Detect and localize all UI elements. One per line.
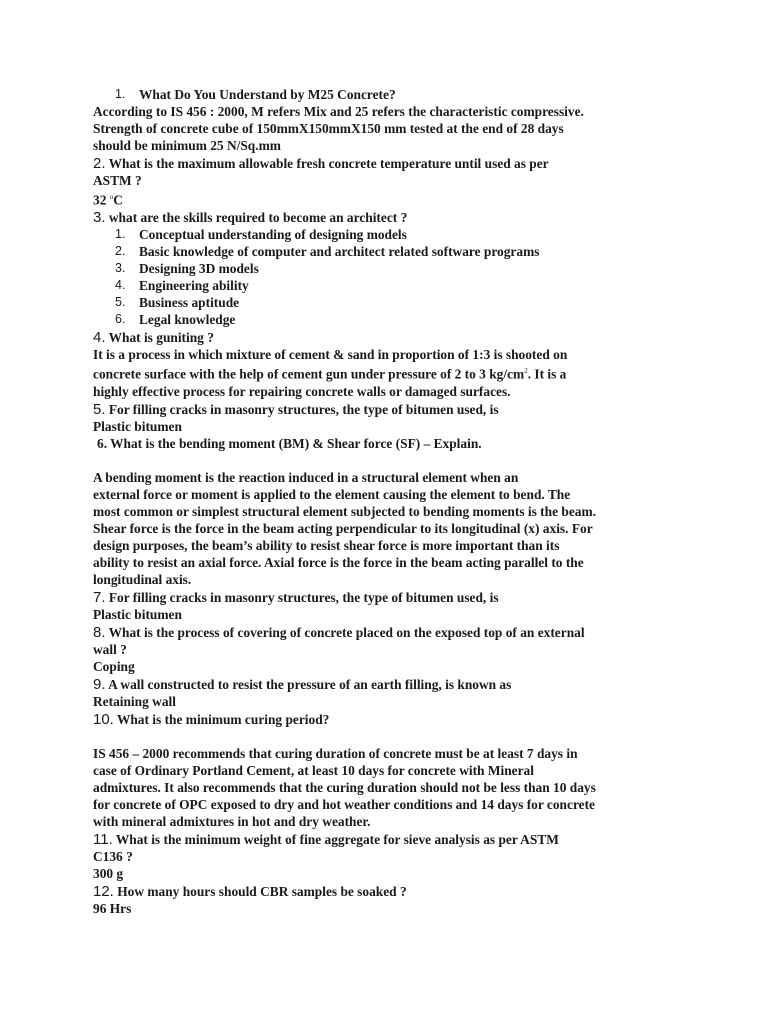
question-title-cont: ASTM ?: [93, 173, 142, 188]
answer-line: Coping: [93, 658, 135, 674]
question-title: For filling cracks in masonry structures, the type of bitumen used, is: [108, 589, 499, 605]
question-number: 7.: [93, 588, 106, 606]
answer-line: It is a process in which mixture of cement & sand in proportion of 1:3 is shooted on: [93, 347, 568, 363]
question-title-cont: C136 ?: [93, 848, 133, 864]
list-item-text: Designing 3D models: [139, 261, 259, 277]
answer-unit: C: [113, 192, 123, 208]
answer-line: Plastic bitumen: [93, 418, 182, 434]
question-number: 4.: [93, 329, 106, 347]
question-number: 11.: [93, 830, 113, 848]
question-8: [93, 624, 693, 641]
answer-line: Shear force is the force in the beam acting perpendicular to its longitudinal (x) axis. For: [93, 520, 593, 536]
list-item: [93, 277, 693, 294]
list-item: [93, 243, 693, 260]
list-item: [93, 294, 693, 311]
answer-line: 300 g: [93, 865, 124, 881]
list-item-text: Business aptitude: [139, 295, 240, 311]
answer-line: external force or moment is applied to the element causing the element to bend. The: [93, 486, 571, 502]
question-title: What is the maximum allowable fresh concrete temperature until used as per: [108, 156, 549, 171]
question-9: [93, 676, 693, 693]
list-number: 5.: [115, 295, 126, 310]
list-item-text: Conceptual understanding of designing models: [139, 227, 407, 243]
answer-line: Strength of concrete cube of 150mmX150mmX150 mm tested at the end of 28 days: [93, 121, 564, 136]
answer-line: most common or simplest structural element subjected to bending moments is the beam.: [93, 503, 596, 519]
list-number: 1.: [115, 87, 126, 101]
answer-text: concrete surface with the help of cement gun under pressure of 2 to 3 kg/cm: [93, 366, 525, 382]
question-title: What is the process of covering of concrete placed on the exposed top of an external: [108, 624, 585, 640]
question-5: [93, 401, 693, 418]
answer-line: Retaining wall: [93, 693, 176, 709]
answer-line: IS 456 – 2000 recommends that curing duration of concrete must be at least 7 days in: [93, 745, 578, 761]
question-6: 6. What is the bending moment (BM) & Shear force (SF) – Explain.: [97, 435, 482, 451]
answer-line: with mineral admixtures in hot and dry weather.: [93, 813, 371, 829]
question-title-cont: wall ?: [93, 641, 127, 657]
question-10: [93, 711, 693, 728]
list-item-text: Basic knowledge of computer and architect related software programs: [139, 244, 540, 260]
question-number: 5.: [93, 400, 106, 418]
answer-line: design purposes, the beam’s ability to resist shear force is more important than its: [93, 537, 560, 553]
question-number: 2.: [93, 155, 106, 172]
list-number: 1.: [115, 227, 126, 242]
question-11: [93, 831, 693, 848]
list-item-text: Engineering ability: [139, 278, 249, 294]
question-number: 10.: [93, 710, 114, 728]
question-title: What is the minimum weight of fine aggregate for sieve analysis as per ASTM: [115, 831, 559, 847]
question-title: How many hours should CBR samples be soaked ?: [117, 883, 407, 899]
answer-text: . It is a: [527, 366, 567, 382]
question-title: What is the minimum curing period?: [116, 711, 330, 727]
answer-line: highly effective process for repairing concrete walls or damaged surfaces.: [93, 383, 511, 399]
spacer: [93, 452, 693, 469]
question-12: [93, 883, 693, 900]
question-title: What Do You Understand by M25 Concrete?: [139, 87, 396, 102]
question-title: What is guniting ?: [108, 330, 214, 346]
question-title: what are the skills required to become an architect ?: [108, 210, 408, 226]
list-item-text: Legal knowledge: [139, 312, 236, 328]
list-item: [93, 311, 693, 328]
question-1: [93, 86, 693, 103]
answer-line: Plastic bitumen: [93, 606, 182, 622]
question-number: 9.: [93, 675, 106, 693]
superscript: 2: [524, 367, 528, 376]
question-title: For filling cracks in masonry structures, the type of bitumen used, is: [108, 401, 499, 417]
list-item: [93, 226, 693, 243]
question-7: [93, 589, 693, 606]
answer-line: According to IS 456 : 2000, M refers Mix and 25 refers the characteristic compressive.: [93, 104, 584, 119]
degree-symbol: o: [109, 193, 114, 201]
question-4: [93, 329, 693, 346]
question-2: [93, 155, 693, 172]
list-number: 2.: [115, 244, 126, 259]
answer-line: [93, 189, 693, 208]
answer-line: ability to resist an axial force. Axial force is the force in the beam acting parallel to the: [93, 554, 584, 570]
question-number: 3.: [93, 209, 106, 227]
answer-line: longitudinal axis.: [93, 571, 192, 587]
answer-line: case of Ordinary Portland Cement, at least 10 days for concrete with Mineral: [93, 762, 534, 778]
question-number: 12.: [93, 882, 114, 900]
list-item: [93, 260, 693, 277]
answer-line: A bending moment is the reaction induced in a structural element when an: [93, 469, 519, 485]
answer-line: for concrete of OPC exposed to dry and hot weather conditions and 14 days for concrete: [93, 796, 595, 812]
list-number: 4.: [115, 278, 126, 293]
answer-line: 96 Hrs: [93, 900, 132, 916]
spacer: [93, 728, 693, 745]
answer-value: 32: [93, 192, 107, 208]
answer-line: admixtures. It also recommends that the curing duration should not be less than 10 days: [93, 779, 596, 795]
answer-line: [93, 363, 693, 382]
document-body: [93, 86, 693, 917]
question-3: [93, 209, 693, 226]
list-number: 3.: [115, 261, 126, 276]
question-title: A wall constructed to resist the pressure of an earth filling, is known as: [108, 676, 512, 692]
answer-line: should be minimum 25 N/Sq.mm: [93, 138, 281, 153]
question-number: 8.: [93, 623, 106, 641]
list-number: 6.: [115, 312, 126, 327]
